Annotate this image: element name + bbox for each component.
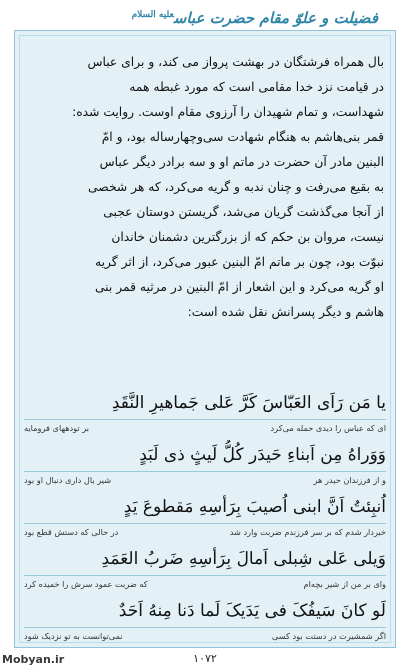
poem-couplet [24,544,386,594]
honorific-mark: علیه السلام [131,10,174,20]
translation-right: اگر شمشیرت در دستت بود کسی [271,631,386,641]
prose-line: نیست، مروان بن حکم که از بزرگترین دشمنان خاندان [111,230,384,244]
prose-line: او گریه می‌کرد و این اشعار از امّ البنین در مرثیه قمر بنی [94,280,384,294]
translation-right: خبردار شدم که بر سر فرزندم ضربت وارد شد [229,527,386,537]
poem-couplet [24,440,386,490]
poem-block [24,388,386,648]
verse-divider [24,627,386,628]
translation-right: ای که عباس را دیدی حمله می‌کرد [270,423,386,433]
header-title-text: فضیلت و علوّ مقام حضرت عباس [173,9,378,27]
arabic-verse: یا مَن رَاَی العَبّاسَ کَرَّ عَلی جَماهیرِ النَّقَدِ [111,393,386,413]
page-header-title [48,2,378,28]
prose-paragraph [26,50,384,325]
translation-right: و از فرزندان حیدر هر [313,475,386,485]
translation-left: بر تودههای فرومایه [24,423,90,433]
poem-couplet [24,492,386,542]
translation-left: که ضربت عمود سرش را خمیده کرد [24,579,148,589]
prose-line: قمر بنی‌هاشم به هنگام شهادت سی‌وچهارساله بود، و امّ [101,130,384,144]
poem-couplet [24,388,386,438]
site-watermark: Mobyan.ir [2,653,65,666]
prose-line: از آنجا می‌گذشت گریان می‌شد، گریستن دوستان عجبی [103,205,384,219]
prose-line: هاشم و دیگر پسرانش نقل شده است: [187,305,384,319]
prose-line: البنین مادر آن حضرت در ماتم او و سه برادر دیگر عباس [99,155,384,169]
verse-divider [24,575,386,576]
translation-left: شیر یال داری دنبال او بود [24,475,112,485]
translation-left: در حالی که دستش قطع بود [24,527,119,537]
translation-left: نمی‌توانست به تو نزدیک شود [24,631,123,641]
arabic-verse: لَو کانَ سَیفُکَ فی یَدَیکَ لَما دَنا مِنهُ اَحَدٌ [118,601,386,621]
arabic-verse: اُنبِئتُ اَنَّ ابنی اُصیبَ بِرَأسِهِ مَقطوعَ یَدٍ [123,497,386,517]
poem-couplet [24,596,386,646]
page-number: ۱۰۷۲ [193,652,217,665]
verse-divider [24,471,386,472]
prose-line: در قیامت نزد خدا مقامی است که مورد غبطه همه [129,80,384,94]
verse-divider [24,523,386,524]
prose-line: نبوّت بود، چون بر ماتم امّ البنین عبور می‌کرد، از اثر گریه [95,255,384,269]
arabic-verse: وَیلی عَلی شِبلی اَمالَ بِرَأسِهِ ضَربُ العَمَدِ [101,549,386,569]
prose-line: بال همراه فرشتگان در بهشت پرواز می کند، و برای عباس [87,55,384,69]
prose-line: به بقیع می‌رفت و چنان ندبه و گریه می‌کرد، که هر شخصی [88,180,384,194]
arabic-verse: وَوَراهُ مِن اَبناءِ حَیدَر کُلُّ لَیثٍ ذی لَبَدٍ [139,445,386,465]
prose-line: شهداست، و تمام شهیدان را آرزوی مقام اوست. روایت شده: [72,105,384,119]
verse-divider [24,419,386,420]
translation-right: وای بر من از شیر بچه‌ام [303,579,386,589]
